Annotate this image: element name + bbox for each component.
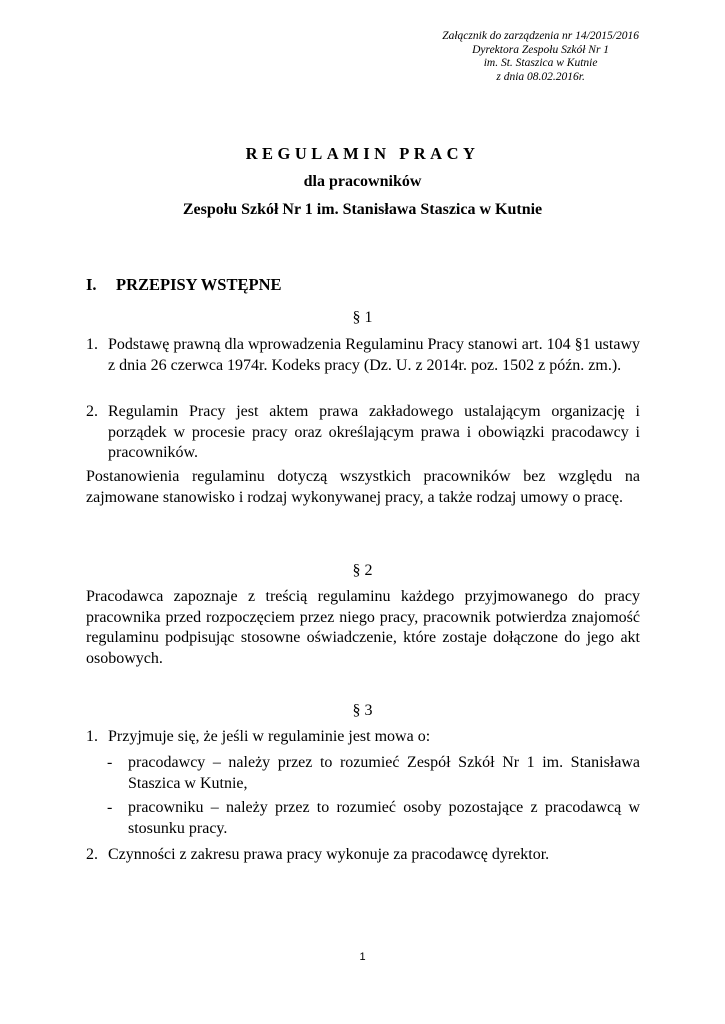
item-number: 2.: [86, 846, 98, 863]
paragraph-sign-3: § 3: [352, 702, 373, 719]
title-subtitle-2: Zespołu Szkół Nr 1 im. Stanisława Staszica w Kutnie: [182, 201, 543, 218]
item-number: 2.: [86, 403, 98, 420]
dash-bullet: -: [107, 754, 113, 771]
paragraph-sign-2: § 2: [352, 562, 373, 579]
paragraph-sign-1: § 1: [352, 309, 373, 326]
annex-line-2: Dyrektora Zespołu Szkół Nr 1: [472, 43, 610, 56]
document-title: [0, 140, 725, 224]
par1-item-1: [86, 335, 640, 376]
annex-line-4: z dnia 08.02.2016r.: [496, 70, 585, 83]
par1-item-2: [86, 402, 640, 464]
par3-item-1: [86, 727, 640, 748]
annex-line-3: im. St. Staszica w Kutnie: [483, 57, 598, 69]
annex-note: [442, 30, 639, 84]
item-text: Regulamin Pracy jest aktem prawa zakładowego ustalającym organizację i porządek w procesie pracy oraz określającym prawa i obowiązki pracodawcy i pracowników.: [108, 403, 640, 461]
page-number: 1: [359, 951, 366, 963]
title-main: REGULAMIN PRACY: [245, 144, 480, 163]
item-text: Czynności z zakresu prawa pracy wykonuje za pracodawcę dyrektor.: [108, 846, 550, 863]
title-subtitle-1: dla pracowników: [303, 173, 422, 190]
dash-text: pracowniku – należy przez to rozumieć osoby pozostające z pracodawcą w stosunku pracy.: [128, 799, 640, 837]
item-number: 1.: [86, 336, 98, 353]
section-heading: [86, 275, 282, 295]
section-title: PRZEPISY WSTĘPNE: [116, 275, 282, 294]
item-text: Przyjmuje się, że jeśli w regulaminie jest mowa o:: [108, 728, 431, 745]
par1-closing-text: Postanowienia regulaminu dotyczą wszystkich pracowników bez względu na zajmowane stanowisko i rodzaj wykonywanej pracy, a także rodzaj umowy o pracę.: [86, 468, 640, 506]
item-number: 1.: [86, 728, 98, 745]
par3-dash-item-1: [107, 753, 640, 794]
dash-text: pracodawcy – należy przez to rozumieć Zespół Szkół Nr 1 im. Stanisława Staszica w Kutnie,: [128, 754, 640, 792]
item-text: Podstawę prawną dla wprowadzenia Regulaminu Pracy stanowi art. 104 §1 ustawy z dnia 26 czerwca 1974r. Kodeks pracy (Dz. U. z 2014r. poz. 1502 z późn. zm.).: [108, 336, 640, 374]
dash-bullet: -: [107, 799, 113, 816]
annex-line-1: Załącznik do zarządzenia nr 14/2015/2016: [442, 30, 639, 42]
section-number: I.: [86, 275, 97, 294]
par3-item-2: [86, 845, 640, 866]
par2-text: Pracodawca zapoznaje z treścią regulaminu każdego przyjmowanego do pracy pracownika przed rozpoczęciem przez niego pracy, pracownik potwierdza znajomość regulaminu podpisując stosowne oświadczenie, które zostaje dołączone do jego akt osobowych.: [86, 588, 640, 667]
par3-dash-item-2: [107, 798, 640, 839]
